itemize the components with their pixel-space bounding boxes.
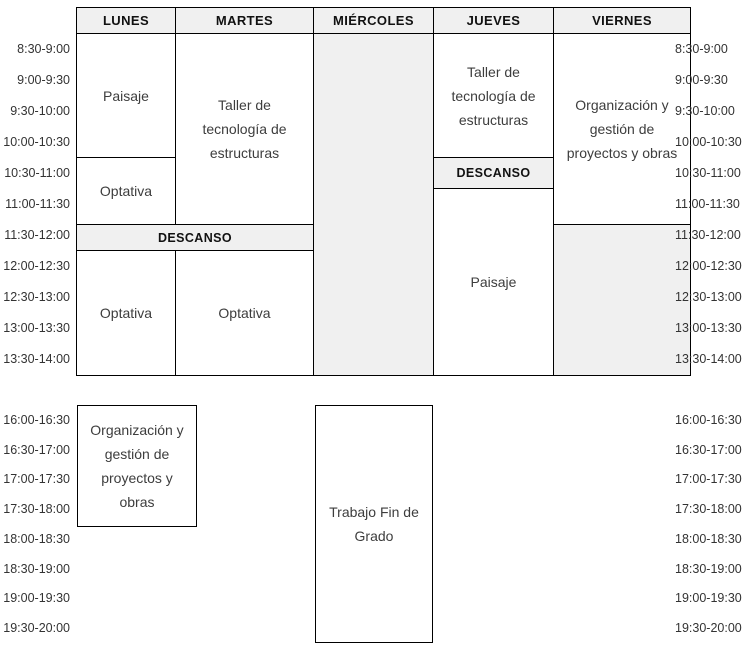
time-slot-label: 11:30-12:00 xyxy=(4,228,70,242)
schedule-block-paisaje-monday: Paisaje xyxy=(76,33,176,158)
time-slot-label: 13:00-13:30 xyxy=(3,321,70,335)
time-slot-label: 18:30-19:00 xyxy=(675,562,742,576)
time-slot-label: 16:00-16:30 xyxy=(675,413,742,427)
time-slot-label: 13:00-13:30 xyxy=(675,321,742,335)
time-slot-label: 16:00-16:30 xyxy=(3,413,70,427)
time-slot-label: 9:30-10:00 xyxy=(10,104,70,118)
time-slot-label: 17:30-18:00 xyxy=(675,502,742,516)
time-labels-afternoon-right xyxy=(675,0,749,649)
unavailable-block-friday-midday xyxy=(553,224,691,376)
time-slot-label: 11:00-11:30 xyxy=(5,197,70,211)
time-slot-label: 18:00-18:30 xyxy=(3,532,70,546)
time-slot-label: 9:30-10:00 xyxy=(675,104,735,118)
time-slot-label: 19:00-19:30 xyxy=(3,591,70,605)
time-slot-label: 8:30-9:00 xyxy=(17,42,70,56)
schedule-block-optativa-monday-am: Optativa xyxy=(76,157,176,225)
time-slot-label: 13:30-14:00 xyxy=(675,352,742,366)
schedule-block-optativa-tuesday: Optativa xyxy=(175,250,314,376)
time-slot-label: 12:00-12:30 xyxy=(3,259,70,273)
time-slot-label: 19:30-20:00 xyxy=(675,621,742,635)
time-slot-label: 17:00-17:30 xyxy=(3,472,70,486)
break-block-thursday: DESCANSO xyxy=(433,157,554,189)
time-slot-label: 19:00-19:30 xyxy=(675,591,742,605)
time-slot-label: 19:30-20:00 xyxy=(3,621,70,635)
time-slot-label: 11:00-11:30 xyxy=(675,197,740,211)
schedule-block-trabajo-fin-de-grado-wednesday-pm: Trabajo Fin de Grado xyxy=(315,405,433,643)
schedule-block-taller-tuesday: Taller de tecnología de estructuras xyxy=(175,33,314,225)
day-header-viernes: VIERNES xyxy=(553,7,691,34)
time-slot-label: 9:00-9:30 xyxy=(17,73,70,87)
time-slot-label: 10:00-10:30 xyxy=(3,135,70,149)
time-slot-label: 17:00-17:30 xyxy=(675,472,742,486)
time-slot-label: 12:00-12:30 xyxy=(675,259,742,273)
break-block-monday-tuesday: DESCANSO xyxy=(76,224,314,251)
time-slot-label: 10:30-11:00 xyxy=(4,166,70,180)
day-header-jueves: JUEVES xyxy=(433,7,554,34)
unavailable-block-wednesday-morning xyxy=(313,33,434,376)
schedule-block-taller-thursday: Taller de tecnología de estructuras xyxy=(433,33,554,158)
day-header-martes: MARTES xyxy=(175,7,314,34)
time-slot-label: 9:00-9:30 xyxy=(675,73,728,87)
time-slot-label: 18:30-19:00 xyxy=(3,562,70,576)
time-slot-label: 12:30-13:00 xyxy=(675,290,742,304)
time-slot-label: 16:30-17:00 xyxy=(675,443,742,457)
time-labels-afternoon-left xyxy=(0,0,70,649)
time-slot-label: 10:30-11:00 xyxy=(675,166,741,180)
time-slot-label: 17:30-18:00 xyxy=(3,502,70,516)
time-slot-label: 12:30-13:00 xyxy=(3,290,70,304)
day-header-lunes: LUNES xyxy=(76,7,176,34)
schedule-block-optativa-monday-midday: Optativa xyxy=(76,250,176,376)
time-slot-label: 11:30-12:00 xyxy=(675,228,741,242)
time-slot-label: 13:30-14:00 xyxy=(3,352,70,366)
schedule-block-organizacion-friday: Organización y gestión de proyectos y obras xyxy=(553,33,691,225)
time-slot-label: 10:00-10:30 xyxy=(675,135,742,149)
day-header-miercoles: MIÉRCOLES xyxy=(313,7,434,34)
time-slot-label: 8:30-9:00 xyxy=(675,42,728,56)
schedule-block-organizacion-monday-pm: Organización y gestión de proyectos y obras xyxy=(77,405,197,527)
schedule-block-paisaje-thursday: Paisaje xyxy=(433,188,554,376)
time-slot-label: 18:00-18:30 xyxy=(675,532,742,546)
time-slot-label: 16:30-17:00 xyxy=(3,443,70,457)
